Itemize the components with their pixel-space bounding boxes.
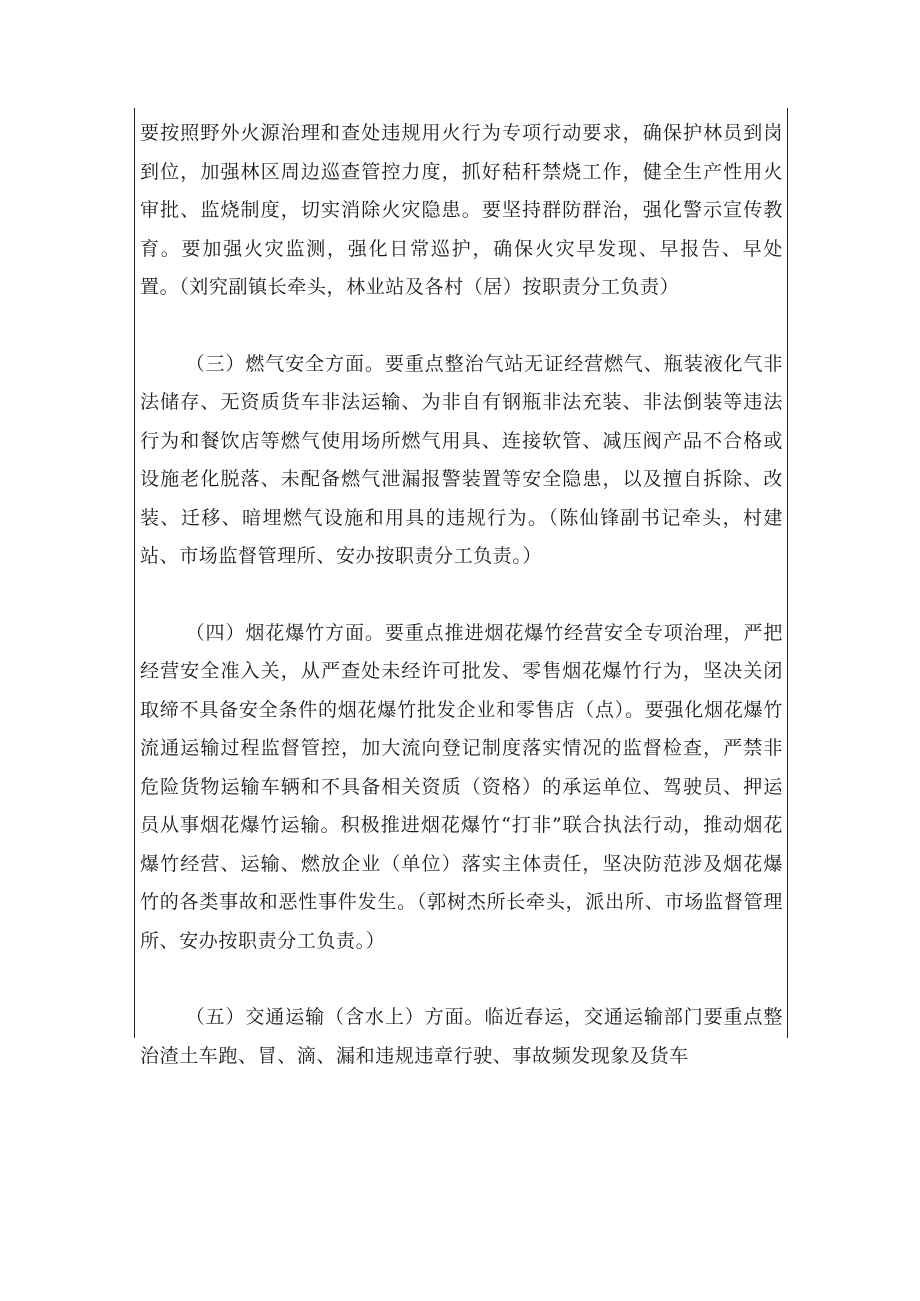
document-body bbox=[140, 114, 783, 1075]
table-border-right bbox=[787, 108, 788, 1038]
paragraph-transport: （五）交通运输（含水上）方面。临近春运，交通运输部门要重点整治渣土车跑、冒、滴、漏和违规违章行驶、事故频发现象及货车 bbox=[140, 1006, 783, 1067]
paragraph-gas-safety: （三）燃气安全方面。要重点整治气站无证经营燃气、瓶装液化气非法储存、无资质货车非法运输、为非自有钢瓶非法充装、非法倒装等违法行为和餐饮店等燃气使用场所燃气用具、连接软管、减压阀产品不合格或设施老化脱落、未配备燃气泄漏报警装置等安全隐患，以及擅自拆除、改装、迁移、暗埋燃气设施和用具的违规行为。（陈仙锋副书记牵头，村建站、市场监督管理所、安办按职责分工负责。） bbox=[140, 352, 783, 567]
table-border-left bbox=[134, 108, 135, 1038]
paragraph-forest-fire: 要按照野外火源治理和查处违规用火行为专项行动要求，确保护林员到岗到位，加强林区周边巡查管控力度，抓好秸秆禁烧工作，健全生产性用火审批、监烧制度，切实消除火灾隐患。要坚持群防群治，强化警示宣传教育。要加强火灾监测，强化日常巡护，确保火灾早发现、早报告、早处置。（刘究副镇长牵头，林业站及各村（居）按职责分工负责） bbox=[140, 122, 783, 298]
paragraph-fireworks: （四）烟花爆竹方面。要重点推进烟花爆竹经营安全专项治理，严把经营安全准入关，从严查处未经许可批发、零售烟花爆竹行为，坚决关闭取缔不具备安全条件的烟花爆竹批发企业和零售店（点）。要强化烟花爆竹流通运输过程监督管控，加大流向登记制度落实情况的监督检查，严禁非危险货物运输车辆和不具备相关资质（资格）的承运单位、驾驶员、押运员从事烟花爆竹运输。积极推进烟花爆竹“打非”联合执法行动，推动烟花爆竹经营、运输、燃放企业（单位）落实主体责任，坚决防范涉及烟花爆竹的各类事故和恶性事件发生。（郭树杰所长牵头，派出所、市场监督管理所、安办按职责分工负责。） bbox=[140, 621, 783, 952]
